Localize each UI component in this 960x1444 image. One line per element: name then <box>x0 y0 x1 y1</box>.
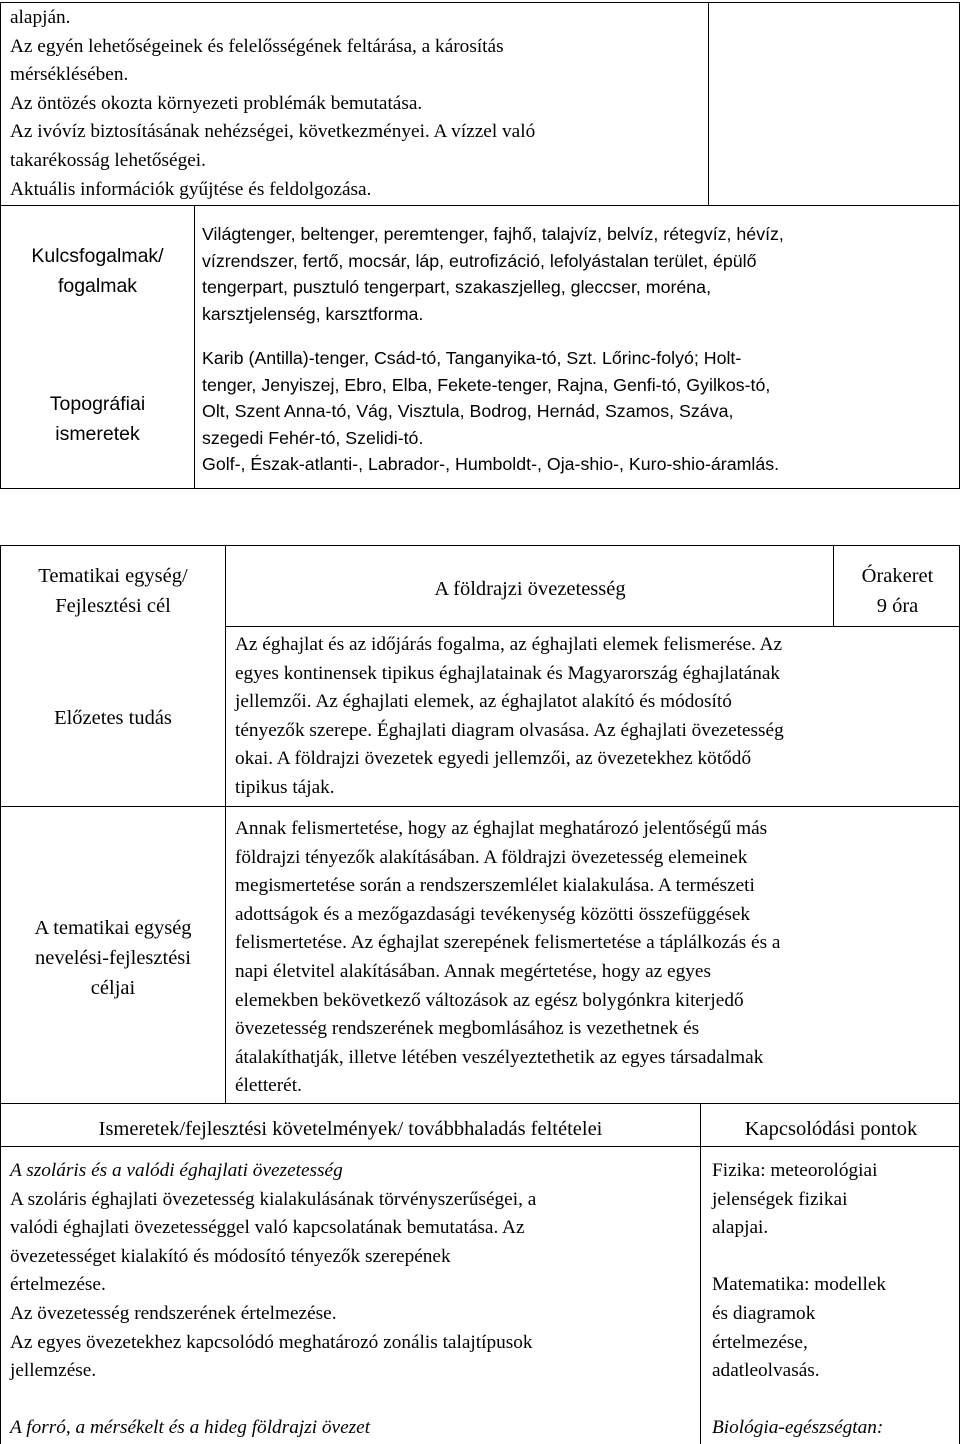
topografiai-label <box>0 388 195 450</box>
label-line: Topográfiai <box>49 393 146 415</box>
elozetes-label <box>0 702 226 734</box>
text-line: és diagramok <box>712 1302 816 1324</box>
orakeret-value: 9 óra <box>876 595 919 617</box>
text-line: jellemzése. <box>10 1360 97 1382</box>
text-line <box>10 1386 698 1415</box>
text-line: napi életvitel alakításában. Annak megértetése, hogy az egyes <box>235 960 711 982</box>
text-line <box>712 1243 958 1272</box>
text-line: jelenségek fizikai <box>712 1188 848 1210</box>
text-line: Az öntözés okozta környezeti problémák bemutatása. <box>10 92 423 114</box>
header-text: Kapcsolódási pontok <box>744 1118 918 1140</box>
text-line: okai. A földrajzi övezetek egyedi jellemzői, az övezetekhez kötődő <box>235 748 752 770</box>
label-line: ismeretek <box>55 423 140 445</box>
text-line: karsztjelenség, karsztforma. <box>202 303 424 324</box>
kapcsolodasi-text <box>712 1157 958 1443</box>
text-line: tenger, Jenyiszej, Ebro, Elba, Fekete-tenger, Rajna, Genfi-tó, Gyilkos-tó, <box>202 374 771 395</box>
title-text: A földrajzi övezetesség <box>434 578 626 600</box>
text-line: Aktuális információk gyűjtése és feldolgozása. <box>10 178 372 200</box>
top-continuation-text <box>10 4 705 204</box>
ismeretek-text <box>10 1157 698 1443</box>
text-line: Fizika: meteorológiai <box>712 1160 878 1181</box>
text-line: mérséklésében. <box>10 64 129 86</box>
unit-title <box>227 573 833 605</box>
unit-row-divider <box>0 806 960 808</box>
text-line: Golf-, Észak-atlanti-, Labrador-, Humboldt-, Oja-shio-, Kuro-shio-áramlás. <box>202 454 780 474</box>
text-line: Az egyes övezetekhez kapcsolódó meghatározó zonális talajtípusok <box>10 1331 533 1353</box>
text-line: életterét. <box>235 1075 302 1097</box>
unit-kapcs-divider <box>700 1103 702 1444</box>
text-line: Az éghajlat és az időjárás fogalma, az éghajlati elemek felismerése. Az <box>235 634 783 655</box>
text-line: Az egyén lehetőségeinek és felelősségének feltárása, a károsítás <box>10 35 504 57</box>
top-row-divider-h <box>0 205 960 207</box>
text-line: A forró, a mérsékelt és a hideg földrajzi övezet <box>10 1417 371 1439</box>
text-line: alapjai. <box>712 1217 769 1239</box>
label-line: céljai <box>90 977 136 999</box>
unit-label-divider <box>225 545 227 1104</box>
unit-row-divider <box>0 1146 960 1148</box>
orakeret-label: Órakeret <box>861 565 934 587</box>
text-line: felismertetése. Az éghajlat szerepének felismertetése a táplálkozás és a <box>235 932 781 954</box>
text-line: A szoláris és a valódi éghajlati övezetesség <box>10 1160 343 1181</box>
text-line: értelmezése. <box>10 1274 106 1296</box>
text-line: tipikus tájak. <box>235 776 335 798</box>
text-line: egyes kontinensek tipikus éghajlatainak és Magyarország éghajlatának <box>235 662 781 684</box>
text-line: Olt, Szent Anna-tó, Vág, Visztula, Bodrog, Hernád, Szamos, Száva, <box>202 401 734 421</box>
header-text: Ismeretek/fejlesztési követelmények/ továbbhaladás feltételei <box>98 1118 603 1140</box>
label-line: Fejlesztési cél <box>55 595 171 617</box>
unit-row-divider <box>225 626 960 628</box>
text-line: szegedi Fehér-tó, Szelidi-tó. <box>202 427 424 448</box>
kulcsfogalmak-label <box>0 240 195 302</box>
text-line: alapján. <box>10 7 71 28</box>
text-line: jellemzői. Az éghajlati elemek, az éghajlatot alakító és módosító <box>235 691 732 713</box>
unit-row-divider <box>0 1103 960 1105</box>
kulcsfogalmak-text <box>202 221 957 327</box>
label-line: nevelési-fejlesztési <box>35 947 191 969</box>
text-line: megismertetése során a rendszerszemlélet kialakulása. A természeti <box>235 875 755 897</box>
text-line: Matematika: modellek <box>712 1274 887 1296</box>
text-line: tengerpart, pusztuló tengerpart, szakaszjelleg, gleccser, moréna, <box>202 277 712 297</box>
text-line: tényezők szerepe. Éghajlati diagram olvasása. Az éghajlati övezetesség <box>235 719 784 741</box>
text-line <box>712 1386 958 1415</box>
text-line: A szoláris éghajlati övezetesség kialakulásának törvényszerűségei, a <box>10 1188 537 1210</box>
text-line: adottságok és a mezőgazdasági tevékenység közötti összefüggések <box>235 903 751 925</box>
text-line: Karib (Antilla)-tenger, Csád-tó, Tanganyika-tó, Szt. Lőrinc-folyó; Holt- <box>202 348 742 368</box>
text-line: adatleolvasás. <box>712 1360 820 1382</box>
orakeret <box>835 560 960 622</box>
label-line: A tematikai egység <box>34 917 192 939</box>
text-line: Az övezetesség rendszerének értelmezése. <box>10 1302 337 1324</box>
text-line: Biológia-egészségtan: <box>712 1417 884 1439</box>
celjai-label <box>0 912 226 1004</box>
tematikai-label <box>0 560 226 622</box>
topografiai-text <box>202 345 957 478</box>
text-line: takarékosság lehetőségei. <box>10 149 206 171</box>
label-line: Előzetes tudás <box>54 707 172 729</box>
top-row-divider-v <box>708 2 710 206</box>
label-line: Tematikai egység/ <box>38 565 188 587</box>
text-line: átalakíthatják, illetve létében veszélyeztethetik az egyes társadalmak <box>235 1046 764 1068</box>
text-line: övezetesség rendszerének megbomlásához is vezethetnek és <box>235 1018 700 1040</box>
ismeretek-header <box>0 1113 701 1145</box>
kapcsolodasi-header <box>702 1113 960 1145</box>
celjai-text <box>235 815 957 1101</box>
label-line: Kulcsfogalmak/ <box>31 245 164 267</box>
text-line: valódi éghajlati övezetességgel való kapcsolatának bemutatása. Az <box>10 1217 525 1239</box>
text-line: övezetességet kialakító és módosító tényezők szerepének <box>10 1245 451 1267</box>
elozetes-text <box>235 631 957 803</box>
text-line: értelmezése, <box>712 1331 808 1353</box>
label-line: fogalmak <box>57 275 138 297</box>
text-line: földrajzi tényezők alakításában. A földrajzi övezetesség elemeinek <box>235 846 748 868</box>
text-line: vízrendszer, fertő, mocsár, láp, eutrofizáció, lefolyástalan terület, épülő <box>202 250 757 271</box>
text-line: Az ivóvíz biztosításának nehézségei, következményei. A vízzel való <box>10 121 536 143</box>
text-line: Annak felismertetése, hogy az éghajlat meghatározó jelentőségű más <box>235 818 768 839</box>
text-line: elemekben bekövetkező változások az egész bolygónkra kiterjedő <box>235 989 744 1011</box>
text-line: Világtenger, beltenger, peremtenger, fajhő, talajvíz, belvíz, rétegvíz, hévíz, <box>202 224 784 244</box>
